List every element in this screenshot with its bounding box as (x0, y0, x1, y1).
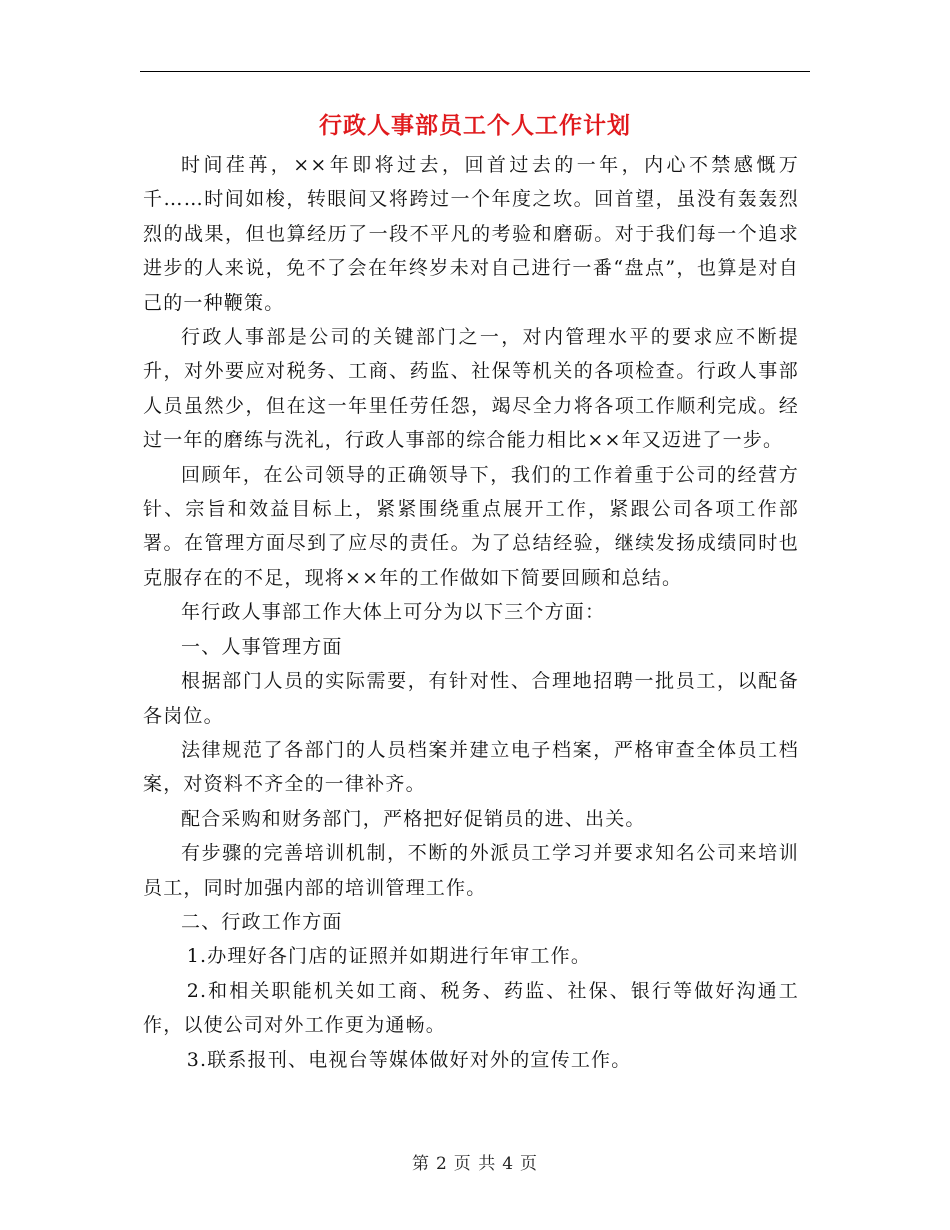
list-item: 3.联系报刊、电视台等媒体做好对外的宣传工作。 (186, 1048, 632, 1071)
header-rule (140, 71, 810, 72)
page-label-prefix: 第 (411, 1154, 430, 1174)
current-page-number: 2 (435, 1154, 448, 1174)
document-body (143, 148, 799, 1077)
document-title: 行政人事部员工个人工作计划 (319, 112, 631, 139)
page-label-mid: 页 共 (453, 1154, 497, 1174)
page-footer (140, 1152, 810, 1176)
list-item: 2.和相关职能机关如工商、税务、药监、社保、银行等做好沟通工作，以使公司对外工作更为通畅。 (143, 979, 799, 1037)
total-pages-number: 4 (502, 1154, 515, 1174)
paragraph: 回顾年，在公司领导的正确领导下，我们的工作着重于公司的经营方针、宗旨和效益目标上，紧紧围绕重点展开工作，紧跟公司各项工作部署。在管理方面尽到了应尽的责任。为了总结经验，继续发扬成绩同时也克服存在的不足，现将××年的工作做如下简要回顾和总结。 (143, 463, 799, 589)
section-heading: 一、人事管理方面 (181, 635, 343, 658)
list-item: 1.办理好各门店的证照并如期进行年审工作。 (186, 945, 592, 968)
paragraph: 行政人事部是公司的关键部门之一，对内管理水平的要求应不断提升，对外要应对税务、工商、药监、社保等机关的各项检查。行政人事部人员虽然少，但在这一年里任劳任怨，竭尽全力将各项工作顺利完成。经过一年的磨练与洗礼，行政人事部的综合能力相比××年又迈进了一步。 (143, 326, 799, 452)
paragraph: 年行政人事部工作大体上可分为以下三个方面： (181, 601, 606, 624)
paragraph: 有步骤的完善培训机制，不断的外派员工学习并要求知名公司来培训员工，同时加强内部的培训管理工作。 (143, 842, 799, 899)
paragraph: 配合采购和财务部门，严格把好促销员的进、出关。 (181, 807, 646, 830)
section-heading: 二、行政工作方面 (181, 910, 343, 933)
paragraph: 时间荏苒，××年即将过去，回首过去的一年，内心不禁感慨万千……时间如梭，转眼间又将跨过一个年度之坎。回首望，虽没有轰轰烈烈的战果，但也算经历了一段不平凡的考验和磨砺。对于我们每一个追求进步的人来说，免不了会在年终岁未对自己进行一番“盘点”，也算是对自己的一种鞭策。 (143, 154, 799, 314)
paragraph: 根据部门人员的实际需要，有针对性、合理地招聘一批员工，以配备各岗位。 (143, 670, 799, 727)
paragraph: 法律规范了各部门的人员档案并建立电子档案，严格审查全体员工档案，对资料不齐全的一律补齐。 (143, 738, 799, 796)
page-label-suffix: 页 (520, 1154, 539, 1174)
